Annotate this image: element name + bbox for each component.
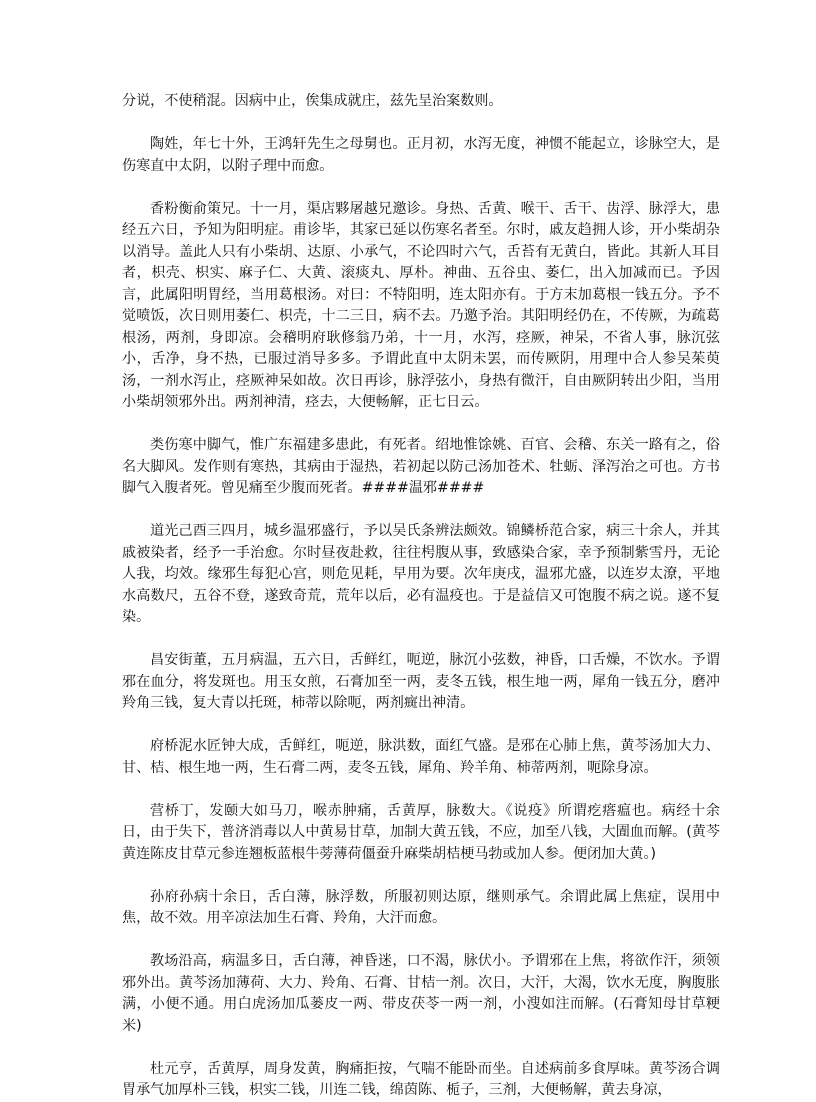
paragraph-9: 孙府孙病十余日，舌白薄，脉浮数，所服初则达原，继则承气。余谓此属上焦症，误用中焦，故不效。用辛凉法加生石膏、羚角，大汗而愈。 xyxy=(122,888,720,926)
paragraph-1: 分说，不使稍混。因病中止，俟集成就庄，兹先呈治案数则。 xyxy=(122,93,503,109)
paragraph-11: 杜元亨，舌黄厚，周身发黄，胸痛拒按，气喘不能卧而坐。自述病前多食厚味。黄芩汤合调胃承气加厚朴三钱，枳实二钱，川连二钱，绵茵陈、栀子，三剂，大便畅解，黄去身凉， xyxy=(122,1060,720,1098)
paragraph-2: 陶姓，年七十外，王鸿轩先生之母舅也。正月初，水泻无度，神惯不能起立，诊脉空大，是伤寒直中太阴，以附子理中而愈。 xyxy=(122,136,720,174)
paragraph-3: 香粉衡俞策兄。十一月，渠店夥屠越兄邀诊。身热、舌黄、喉干、舌干、齿浮、脉浮大，患经五六日，予知为阳明症。甫诊毕，其家已延以伤寒名者至。尔时，戚友趋拥人诊，开小柴胡杂以消导。盖此人只有小柴胡、达原、小承气，不论四时六气，舌苔有无黄白，皆此。其新人耳目者，枳壳、枳实、麻子仁、大黄、滚痰丸、厚朴。神曲、五谷虫、萎仁，出入加减而已。予因言，此属阳明胃经，当用葛根汤。对曰：不特阳明，连太阳亦有。于方末加葛根一钱五分。予不觉喷饭，次日则用萎仁、枳壳，十二三日，病不去。乃邀予治。其阳明经仍在，不传厥，为疏葛根汤，两剂，身即凉。会稽明府耿修翁乃弟，十一月，水泻，痉厥，神呆，不省人事，脉沉弦小，舌净，身不热，已服过消导多多。予谓此直中太阴未罢，而传厥阴，用理中合人参吴茱萸汤，一剂水泻止，痉厥神呆如故。次日再诊，脉浮弦小，身热有微汗，自由厥阴转出少阳，当用小柴胡领邪外出。两剂神清，痉去，大便畅解，正七日云。 xyxy=(122,200,720,410)
paragraph-6: 昌安街董，五月病温，五六日，舌鲜红，呃逆，脉沉小弦数，神昏，口舌燥，不饮水。予谓邪在血分，将发斑也。用玉女煎，石膏加至一两，麦冬五钱，根生地一两，犀角一钱五分，磨冲羚角三钱，复大青以托斑，柿蒂以除呃，两剂癍出神清。 xyxy=(122,652,720,711)
paragraph-10: 教场沿高，病温多日，舌白薄，神昏迷，口不渴，脉伏小。予谓邪在上焦，将欲作汗，须领邪外出。黄芩汤加薄荷、大力、羚角、石膏、甘桔一剂。次日，大汗，大渴，饮水无度，胸腹胀满，小便不通。用白虎汤加瓜蒌皮一两、带皮茯苓一两一剂，小溲如注而解。(石膏知母甘草粳米) xyxy=(122,953,720,1034)
paragraph-7: 府桥泥水匠钟大成，舌鲜红，呃逆，脉洪数，面红气盛。是邪在心肺上焦，黄芩汤加大力、甘、桔、根生地一两，生石膏二两，麦冬五钱，犀角、羚羊角、柿蒂两剂，呃除身凉。 xyxy=(122,738,720,776)
paragraph-5: 道光己酉三四月，城乡温邪盛行，予以吴氏条辨法颇效。锦鳞桥范合家，病三十余人，并其戚被染者，经予一手治愈。尔时昼夜赴救，往往枵腹从事，致感染合家，幸予预制紫雪丹，无论人我，均效。缘邪生每犯心宫，则危见耗，早用为要。次年庚戌，温邪尤盛，以连岁太潦，平地水高数尺，五谷不登，遂致奇荒，荒年以后，必有温疫也。于是益信又可饱腹不病之说。遂不复染。 xyxy=(122,523,720,625)
paragraph-8: 营桥丁，发颐大如马刀，喉赤肿痛，舌黄厚，脉数大。《说疫》所谓疙瘩瘟也。病经十余日，由于失下，普济消毒以人中黄易甘草，加制大黄五钱，不应，加至八钱，大圊血而解。(黄芩黄连陈皮甘草元参连翘板蓝根牛蒡薄荷僵蚕升麻柴胡桔梗马勃或加人参。便闭加大黄。) xyxy=(122,802,720,862)
paragraph-4: 类伤寒中脚气，惟广东福建多患此，有死者。绍地惟馀姚、百官、会稽、东关一路有之，俗名大脚风。发作则有寒热，其病由于湿热，若初起以防己汤加苍术、牡蛎、泽泻治之可也。方书脚气入腹者死。曾见痛至少腹而死者。####温邪#### xyxy=(122,437,720,496)
